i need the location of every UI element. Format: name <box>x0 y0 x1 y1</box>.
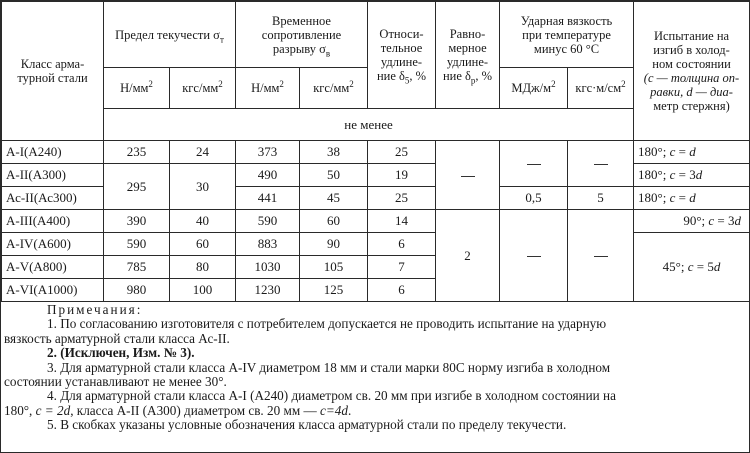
cell-elongation-5: 6 <box>368 233 436 256</box>
cell-impact-kgs: 5 <box>568 187 634 210</box>
cell-class: А-V(А800) <box>2 256 104 279</box>
cell-yield-n: 390 <box>104 210 170 233</box>
cell-tensile-kgs: 38 <box>300 141 368 164</box>
cell-tensile-kgs: 105 <box>300 256 368 279</box>
cell-tensile-kgs: 50 <box>300 164 368 187</box>
header-impact-strength: Ударная вязкость при температуре минус 60 °С <box>500 2 634 68</box>
cell-class: А-II(А300) <box>2 164 104 187</box>
notes-section <box>1 303 749 433</box>
cell-uniform-none <box>436 141 500 210</box>
cell-tensile-n: 1230 <box>236 279 300 302</box>
cell-uniform-high: 2 <box>436 210 500 302</box>
cell-yield-n: 980 <box>104 279 170 302</box>
cell-yield-n: 235 <box>104 141 170 164</box>
cell-yield-kgs: 24 <box>170 141 236 164</box>
cell-elongation-5: 25 <box>368 187 436 210</box>
cell-impact-mj-none <box>500 141 568 187</box>
note-4-cont: 180°, c = 2d, класса А-II (А300) диаметром св. 20 мм — c=4d. <box>4 402 352 418</box>
cell-class: А-VI(А1000) <box>2 279 104 302</box>
steel-properties-table <box>1 1 750 302</box>
cell-elongation-5: 25 <box>368 141 436 164</box>
cell-tensile-n: 490 <box>236 164 300 187</box>
header-steel-class: Класс арма- турной стали <box>2 2 104 141</box>
cell-impact-kgs-none <box>568 210 634 302</box>
unit-yield-kgs-mm2: кгс/$мм^2$ <box>170 68 236 109</box>
notes-title: Примечания: <box>47 302 143 317</box>
note-5: 5. В скобках указаны условные обозначения класса арматурной стали по пределу текучести. <box>47 417 567 433</box>
cell-impact-mj-none <box>500 210 568 302</box>
cell-bend-high: 45°; c = 5d <box>634 233 750 302</box>
dash-mark <box>461 176 475 177</box>
dash-mark <box>594 256 608 257</box>
cell-yield-kgs: 60 <box>170 233 236 256</box>
cell-tensile-kgs: 45 <box>300 187 368 210</box>
cell-tensile-kgs: 125 <box>300 279 368 302</box>
header-relative-elongation: Относи- тельное удлине- ние $\delta_5$, % <box>368 2 436 109</box>
cell-impact-mj: 0,5 <box>500 187 568 210</box>
cell-bend: 90°; c = 3d <box>634 210 750 233</box>
cell-tensile-n: 883 <box>236 233 300 256</box>
cell-yield-kgs: 40 <box>170 210 236 233</box>
note-1-cont: вязкость арматурной стали класса Ас-II. <box>4 330 230 346</box>
header-uniform-elongation: Равно- мерное удлине- ние $\delta_р$, % <box>436 2 500 109</box>
cell-bend: 180°; c = d <box>634 187 750 210</box>
cell-tensile-kgs: 60 <box>300 210 368 233</box>
unit-impact-kgs-m-cm2: $кгс\cdot м/см^2$ <box>568 68 634 109</box>
cell-tensile-kgs: 90 <box>300 233 368 256</box>
dash-mark <box>527 256 541 257</box>
cell-impact-kgs-none <box>568 141 634 187</box>
cell-tensile-n: 441 <box>236 187 300 210</box>
unit-tensile-n-mm2: $Н/мм^2$ <box>236 68 300 109</box>
not-less-label: не менее <box>104 109 634 141</box>
cell-class: А-III(А400) <box>2 210 104 233</box>
unit-yield-n-mm2: $Н/мм^2$ <box>104 68 170 109</box>
dash-mark <box>527 164 541 165</box>
cell-yield-kgs-merged: 30 <box>170 164 236 210</box>
cell-elongation-5: 19 <box>368 164 436 187</box>
dash-mark <box>594 164 608 165</box>
cell-yield-n: 590 <box>104 233 170 256</box>
cell-elongation-5: 14 <box>368 210 436 233</box>
cell-yield-n-merged: 295 <box>104 164 170 210</box>
cell-class: А-I(А240) <box>2 141 104 164</box>
cell-yield-n: 785 <box>104 256 170 279</box>
note-4: 4. Для арматурной стали класса А-I (А240) диаметром св. 20 мм при изгибе в холодном состоянии на <box>47 388 616 404</box>
cell-bend: 180°; c = 3d <box>634 164 750 187</box>
unit-impact-mj-m2: МДж/$м^2$ <box>500 68 568 109</box>
note-3-cont: состоянии устанавливают не менее 30°. <box>4 374 227 390</box>
cell-yield-kgs: 100 <box>170 279 236 302</box>
cell-class: А-IV(А600) <box>2 233 104 256</box>
cell-elongation-5: 7 <box>368 256 436 279</box>
header-yield-strength: Предел текучести $\sigma_т$ <box>104 2 236 68</box>
cell-tensile-n: 590 <box>236 210 300 233</box>
cell-tensile-n: 373 <box>236 141 300 164</box>
header-bend-test: Испытание на изгиб в холод- ном состоянии (с — толщина оп- равки, d — диа- метр стержня) <box>634 2 750 141</box>
note-1: 1. По согласованию изготовителя с потребителем допускается не проводить испытание на ударную <box>47 316 607 332</box>
cell-bend: 180°; c = d <box>634 141 750 164</box>
cell-elongation-5: 6 <box>368 279 436 302</box>
header-tensile-strength: Временное сопротивление разрыву $\sigma_в$ <box>236 2 368 68</box>
cell-yield-kgs: 80 <box>170 256 236 279</box>
cell-class: Ас-II(Ас300) <box>2 187 104 210</box>
note-3: 3. Для арматурной стали класса А-IV диаметром 18 мм и стали марки 80С норму изгиба в холодном <box>47 359 611 375</box>
cell-tensile-n: 1030 <box>236 256 300 279</box>
note-2: 2. (Исключен, Изм. № 3). <box>47 345 195 361</box>
unit-tensile-kgs-mm2: кгс/$мм^2$ <box>300 68 368 109</box>
